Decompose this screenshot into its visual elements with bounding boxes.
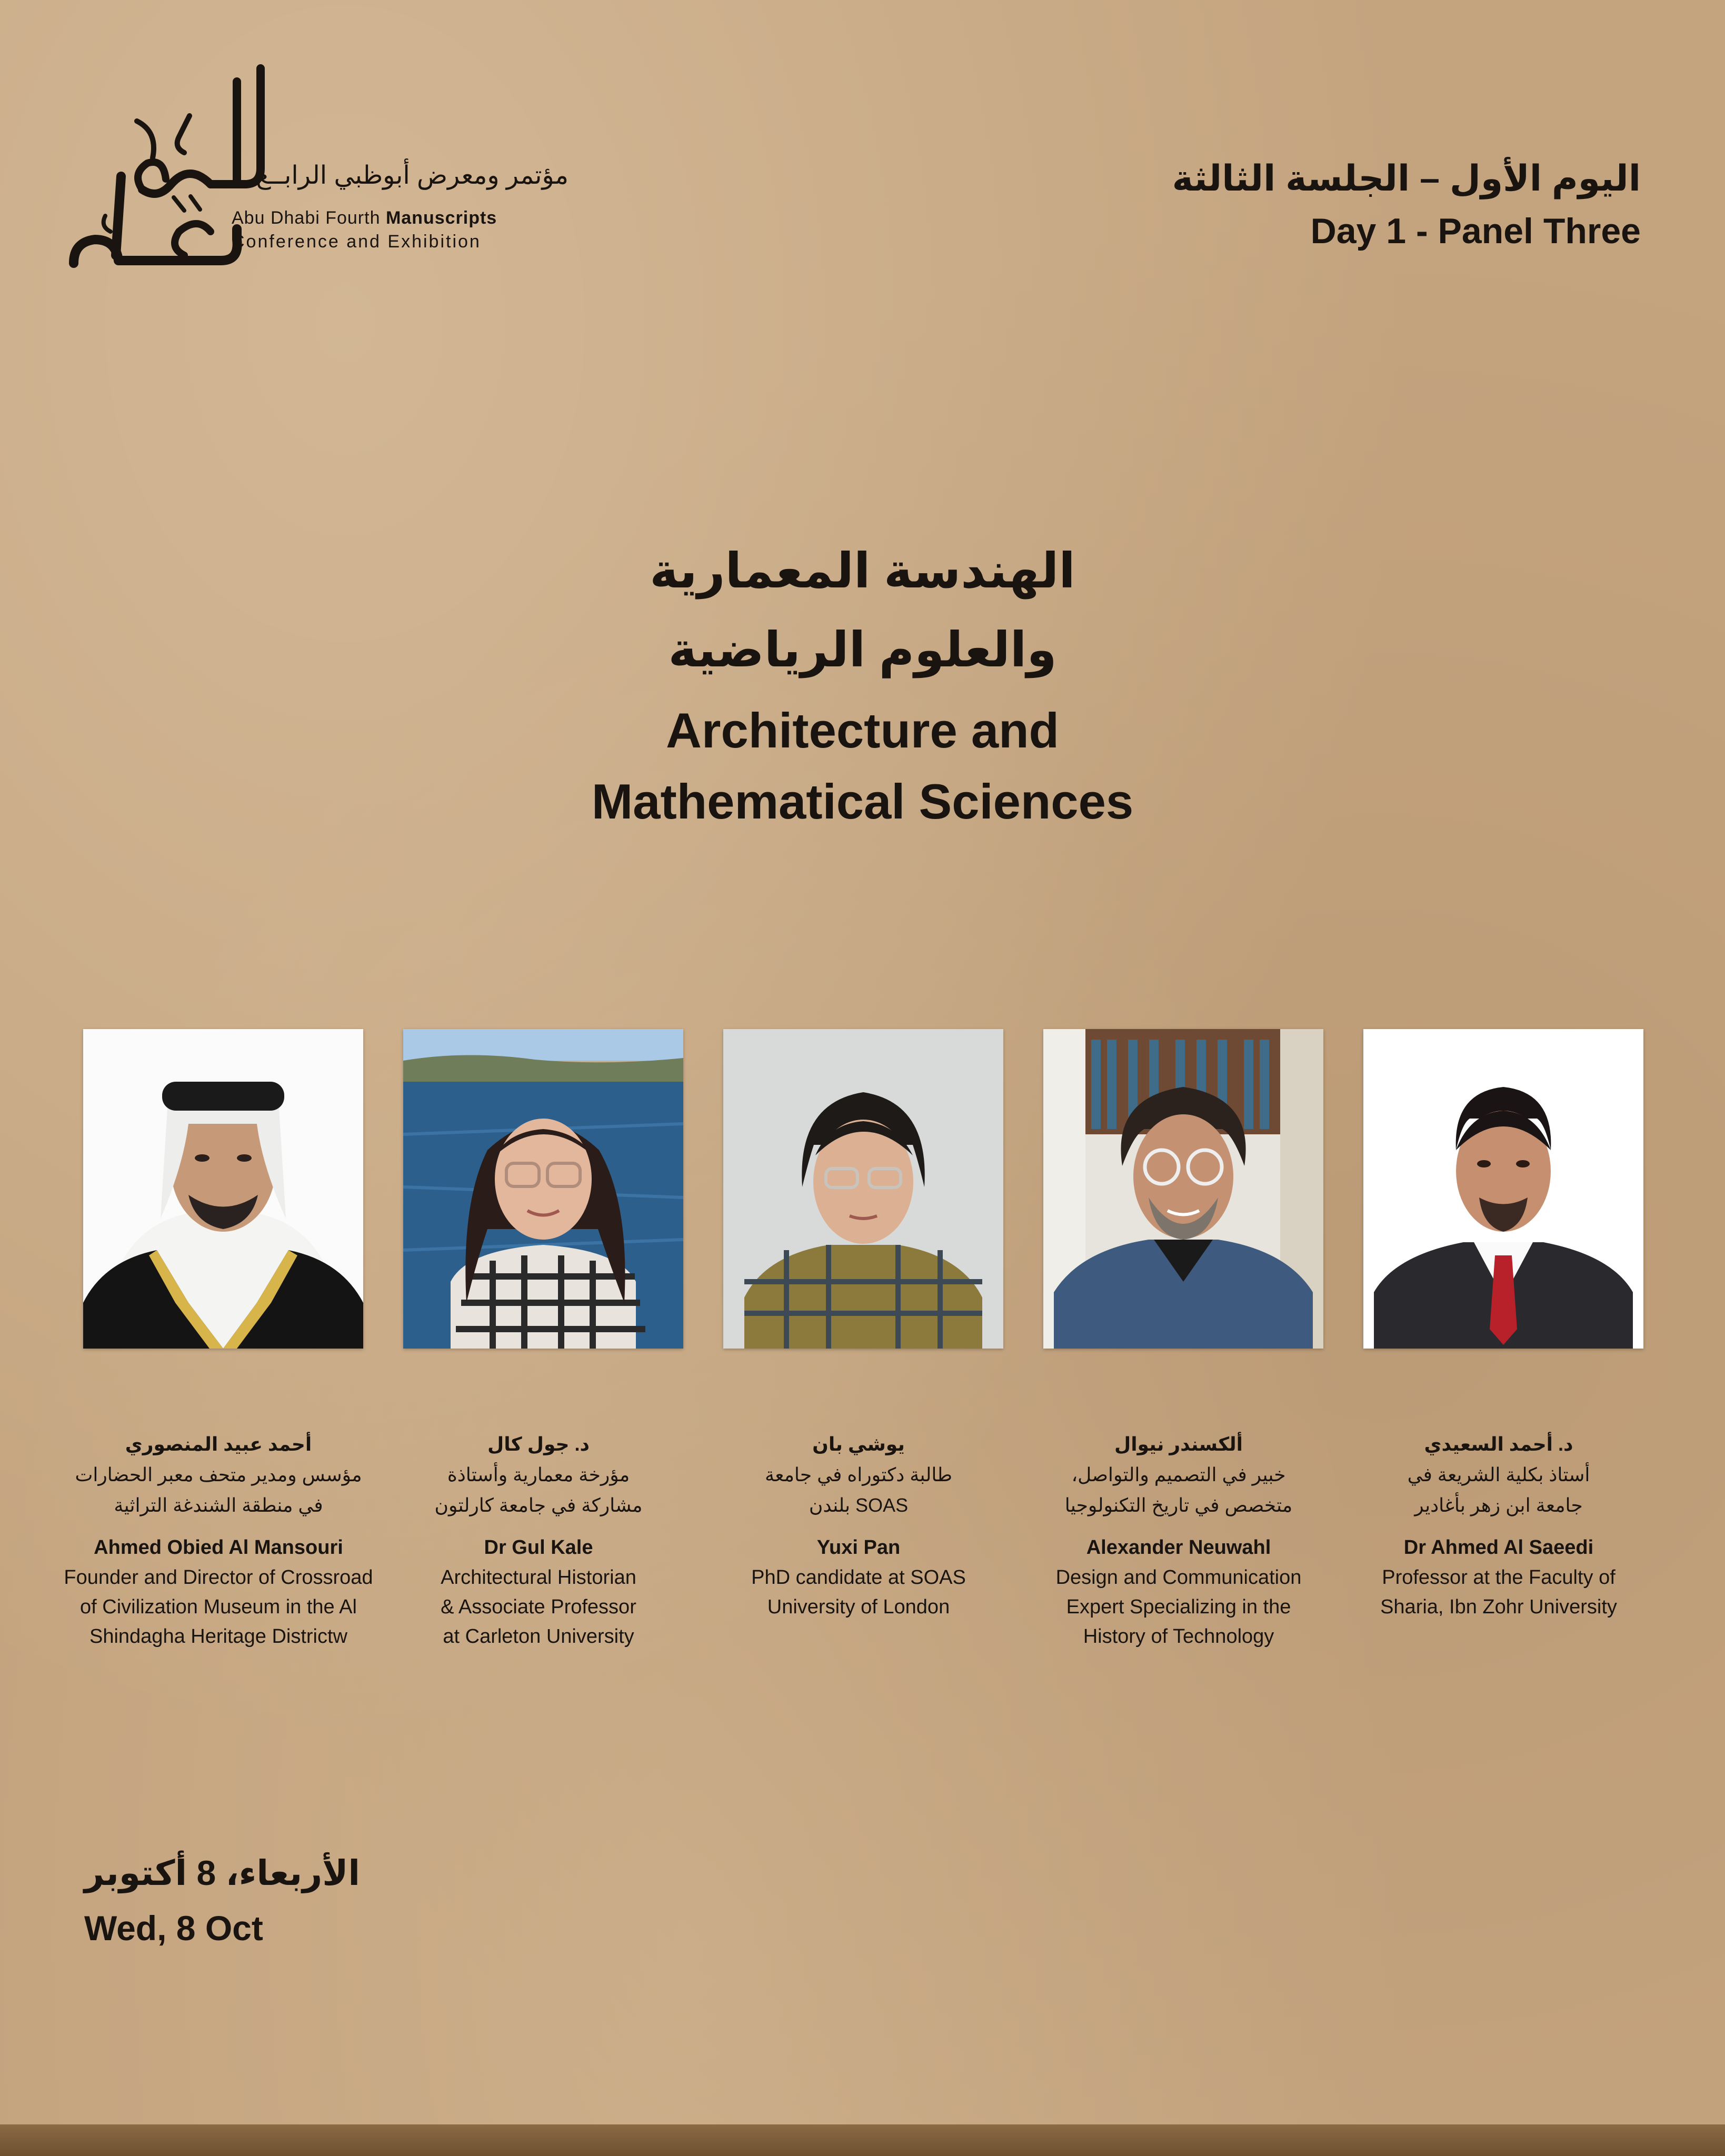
speaker-name-english: Dr Gul Kale <box>484 1536 593 1559</box>
speaker-photo <box>1043 1029 1323 1349</box>
title-arabic-line1: الهندسة المعمارية <box>650 544 1075 598</box>
speaker-role-arabic-line: مؤسس ومدير متحف معبر الحضارات <box>75 1464 362 1485</box>
speaker-name-english: Dr Ahmed Al Saeedi <box>1403 1536 1594 1559</box>
speaker-photo <box>723 1029 1003 1349</box>
speaker-role-english-line: PhD candidate at SOAS <box>751 1566 966 1589</box>
speaker-info <box>370 1429 707 1651</box>
speaker-role-arabic-line: في منطقة الشندغة التراثية <box>114 1494 323 1516</box>
speaker-name-arabic: أحمد عبيد المنصوري <box>125 1433 312 1455</box>
title-english-line2: Mathematical Sciences <box>591 774 1134 829</box>
speaker-name-arabic: يوشي بان <box>812 1433 905 1455</box>
speakers-row <box>0 1029 1725 1713</box>
panel-label-arabic: اليوم الأول – الجلسة الثالثة <box>1172 158 1641 198</box>
speaker-role-arabic-line: أستاذ بكلية الشريعة في <box>1407 1464 1590 1485</box>
logo-arabic-title: مؤتمر ومعرض أبوظبي الرابــع <box>256 162 569 189</box>
speaker-role-english-line: Architectural Historian <box>441 1566 636 1589</box>
speaker-role-arabic-line: مشاركة في جامعة كارلتون <box>434 1494 643 1516</box>
panel-label-english: Day 1 - Panel Three <box>1310 211 1641 251</box>
speaker-role-english-line: Professor at the Faculty of <box>1382 1566 1616 1589</box>
title-arabic-line2: والعلوم الرياضية <box>668 623 1057 677</box>
speaker-role-arabic-line: مؤرخة معمارية وأستاذة <box>447 1464 630 1485</box>
speaker-role-english-line: Shindagha Heritage Districtw <box>89 1625 347 1648</box>
bottom-border-strip <box>0 2124 1725 2156</box>
manuscripts-calligraphy-logo <box>53 58 274 290</box>
event-date-arabic: الأربعاء، 8 أكتوبر <box>84 1853 360 1892</box>
speaker-info <box>690 1429 1027 1622</box>
speaker-photo <box>1363 1029 1643 1349</box>
speaker-role-arabic-line: طالبة دكتوراه في جامعة <box>764 1464 953 1485</box>
session-title-english <box>0 695 1725 837</box>
speaker-photo <box>83 1029 363 1349</box>
speaker-role-arabic-line: جامعة ابن زهر بأغادير <box>1414 1494 1583 1516</box>
speaker-name-english: Ahmed Obied Al Mansouri <box>94 1536 343 1559</box>
speaker-role-english-line: History of Technology <box>1083 1625 1274 1648</box>
speaker-role-english-line: Design and Communication <box>1055 1566 1302 1589</box>
speaker-info <box>50 1429 387 1651</box>
conference-logo <box>53 58 569 290</box>
speaker-role-english-line: Expert Specializing in the <box>1066 1596 1291 1618</box>
logo-english-line2: Conference and Exhibition <box>232 232 481 252</box>
speaker-role-english-line: Founder and Director of Crossroad <box>64 1566 373 1589</box>
event-date-english: Wed, 8 Oct <box>84 1909 263 1948</box>
speaker-role-arabic-line: خبير في التصميم والتواصل، <box>1071 1464 1286 1485</box>
speaker-role-english-line: at Carleton University <box>443 1625 634 1648</box>
speaker-name-english: Alexander Neuwahl <box>1086 1536 1271 1559</box>
speaker-role-english-line: Sharia, Ibn Zohr University <box>1380 1596 1617 1618</box>
speaker-role-english-line: University of London <box>767 1596 950 1618</box>
title-english-line1: Architecture and <box>666 703 1059 758</box>
logo-english-line1 <box>232 208 497 228</box>
speaker-name-arabic: د. جول كال <box>487 1433 590 1455</box>
speaker-photo <box>403 1029 683 1349</box>
speaker-info <box>1010 1429 1347 1651</box>
session-title-arabic <box>0 532 1725 690</box>
logo-english-prefix: Abu Dhabi Fourth <box>232 208 381 228</box>
speaker-name-arabic: ألكسندر نيوال <box>1114 1433 1243 1455</box>
logo-calligraphy-text: للمخطوطات <box>163 286 166 287</box>
speaker-name-english: Yuxi Pan <box>816 1536 901 1559</box>
speaker-info <box>1330 1429 1667 1622</box>
speaker-role-english-line: of Civilization Museum in the Al <box>80 1596 357 1618</box>
speaker-role-arabic-line: SOAS بلندن <box>809 1494 909 1516</box>
logo-english-bold: Manuscripts <box>385 208 497 228</box>
speaker-role-english-line: & Associate Professor <box>441 1596 636 1618</box>
speaker-name-arabic: د. أحمد السعيدي <box>1424 1433 1573 1455</box>
speaker-role-arabic-line: متخصص في تاريخ التكنولوجيا <box>1064 1494 1293 1516</box>
